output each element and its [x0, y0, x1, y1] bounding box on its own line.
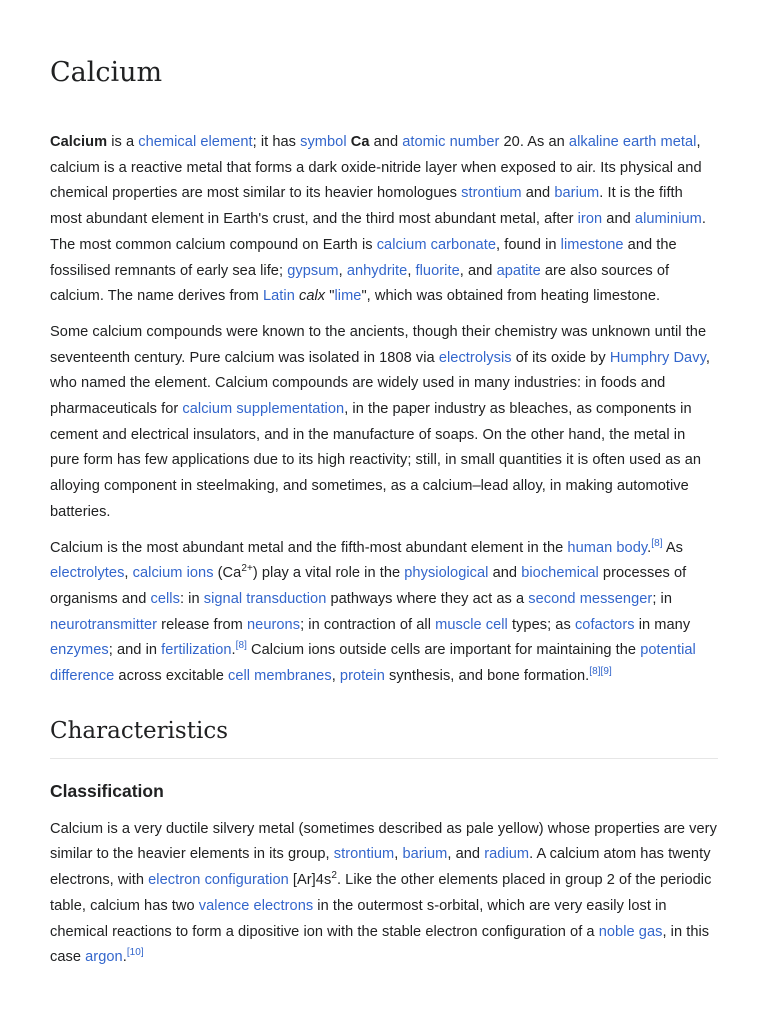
text: Calcium is a very ductile silvery metal (sometimes described as pale yellow) whose properties are very similar to the heavier elements in its group,: [50, 820, 717, 863]
link-protein[interactable]: protein: [339, 668, 385, 685]
reference-9: [601, 666, 612, 677]
reference-10: [127, 947, 144, 958]
text: . Like the other elements placed in group 2 of the periodic table, calcium has two: [50, 872, 712, 914]
link-humphry-davy[interactable]: Humphry Davy: [609, 349, 706, 366]
text: Calcium ions outside cells are important for maintaining the: [246, 642, 641, 659]
text: ,: [407, 262, 416, 279]
text: ,: [338, 262, 347, 279]
text: ,: [394, 846, 403, 863]
classification-paragraph: [50, 817, 718, 971]
link-electrolysis[interactable]: electrolysis: [438, 349, 512, 366]
link-lime[interactable]: lime: [334, 288, 362, 305]
text: in many: [634, 616, 691, 633]
text: ,: [124, 565, 133, 582]
link-neurons[interactable]: neurons: [246, 616, 301, 633]
text: , and: [459, 262, 497, 279]
italic-calx: calx: [298, 288, 326, 305]
reference-link[interactable]: [9]: [600, 666, 612, 678]
link-iron[interactable]: iron: [577, 211, 603, 228]
text: ": [325, 288, 335, 305]
link-enzymes[interactable]: enzymes: [50, 642, 109, 659]
link-fertilization[interactable]: fertilization: [161, 642, 232, 659]
link-latin[interactable]: Latin: [262, 288, 295, 305]
link-aluminium[interactable]: aluminium: [634, 211, 702, 228]
link-chemical-element[interactable]: chemical element: [138, 134, 253, 150]
link-argon[interactable]: argon: [85, 949, 123, 966]
text: . It is the fifth most abundant element in Earth's crust, and the third most abundant metal, after: [50, 185, 683, 228]
link-gypsum[interactable]: gypsum: [287, 262, 339, 279]
link-physiological[interactable]: physiological: [404, 565, 489, 582]
link-anhydrite[interactable]: anhydrite: [346, 262, 408, 279]
link-fluorite[interactable]: fluorite: [415, 262, 460, 279]
link-cells[interactable]: cells: [150, 590, 180, 607]
text: types; as: [507, 616, 575, 633]
link-cofactors[interactable]: cofactors: [574, 616, 635, 633]
text: (Ca: [213, 565, 242, 582]
text: : in: [179, 590, 204, 607]
text: [Ar]4s: [288, 872, 332, 889]
superscript-exponent: 2: [331, 870, 337, 882]
text: and: [488, 565, 522, 582]
text: . A calcium atom has twenty electrons, with: [50, 846, 711, 889]
text: , and: [447, 846, 485, 863]
text: , in this case: [50, 923, 710, 966]
link-electron-configuration[interactable]: electron configuration: [148, 872, 289, 889]
text: of its oxide by: [511, 349, 610, 366]
text: and: [369, 134, 403, 150]
text: ; and in: [108, 642, 162, 659]
reference-link[interactable]: [8]: [651, 537, 663, 549]
reference-8: [236, 641, 247, 652]
link-electrolytes[interactable]: electrolytes: [50, 565, 125, 582]
link-potential-difference[interactable]: potential difference: [50, 642, 696, 685]
link-barium[interactable]: barium: [402, 846, 448, 863]
link-strontium[interactable]: strontium: [333, 846, 395, 863]
text: .: [122, 949, 127, 966]
reference-link[interactable]: [8]: [589, 666, 601, 678]
text: , calcium is a reactive metal that forms a dark oxide-nitride layer when exposed to air. Its physical and chemical properties are most similar to its heavier homologues: [50, 134, 702, 202]
link-human-body[interactable]: human body: [567, 539, 648, 556]
text: As: [662, 539, 683, 556]
text: across excitable: [114, 668, 228, 685]
link-barium[interactable]: barium: [554, 185, 600, 202]
text: and: [521, 185, 555, 202]
text: .: [231, 642, 236, 659]
link-cell-membranes[interactable]: cell membranes: [227, 668, 332, 685]
text: in the outermost s-orbital, which are very easily lost in chemical reactions to form a dipositive ion with the stable electron configuration of a: [50, 897, 667, 940]
link-atomic-number[interactable]: atomic number: [402, 134, 500, 150]
link-second-messenger[interactable]: second messenger: [528, 590, 653, 607]
intro-paragraph-2: [50, 320, 718, 526]
text: ,: [331, 668, 340, 685]
link-signal-transduction[interactable]: signal transduction: [203, 590, 327, 607]
text: .: [647, 539, 652, 556]
reference-link[interactable]: [10]: [126, 947, 144, 959]
link-limestone[interactable]: limestone: [560, 236, 624, 253]
link-biochemical[interactable]: biochemical: [521, 565, 599, 582]
text: ; it has: [252, 134, 301, 150]
text: release from: [157, 616, 247, 633]
intro-paragraph-3: [50, 536, 718, 690]
text: and: [602, 211, 635, 228]
text: , in the paper industry as bleaches, as components in cement and electrical insulators, and in the manufacture of soaps. On the other hand, the metal in pure form has few applications due to its high reactivity; still, in small quantities it is often used as an alloying component in steelmaking, and sometimes, as a calcium–lead alloy, in making automotive batteries.: [50, 401, 702, 520]
link-noble-gas[interactable]: noble gas: [598, 923, 663, 940]
text: . The most common calcium compound on Earth is: [50, 211, 706, 253]
text: is a: [107, 134, 139, 150]
reference-link[interactable]: [8]: [235, 640, 247, 652]
intro-paragraph-1: [50, 130, 718, 310]
link-muscle-cell[interactable]: muscle cell: [435, 616, 508, 633]
superscript-charge: 2+: [241, 563, 253, 575]
subsection-heading-classification: Classification: [50, 780, 164, 801]
text: ; in: [652, 590, 673, 607]
text: Some calcium compounds were known to the ancients, though their chemistry was unknown until the seventeenth century. Pure calcium was isolated in 1808 via: [50, 323, 707, 366]
reference-8: [651, 538, 662, 549]
text: processes of organisms and: [50, 565, 687, 607]
text: are also sources of calcium. The name derives from: [50, 262, 670, 305]
link-calcium-ions[interactable]: calcium ions: [132, 565, 214, 582]
text: , who named the element. Calcium compounds are widely used in many industries: in foods and pharmaceuticals for: [50, 349, 710, 418]
reference-8: [589, 666, 600, 677]
link-calcium-carbonate[interactable]: calcium carbonate: [376, 236, 496, 253]
link-calcium-supplementation[interactable]: calcium supplementation: [182, 401, 345, 418]
section-heading-characteristics: Characteristics: [50, 716, 718, 759]
text: synthesis, and bone formation.: [384, 668, 590, 685]
text: pathways where they act as a: [326, 590, 529, 607]
link-alkaline-earth-metal[interactable]: alkaline earth metal: [568, 134, 697, 150]
page-title: Calcium: [50, 57, 163, 88]
text: and the fossilised remnants of early sea life;: [50, 236, 677, 279]
link-apatite[interactable]: apatite: [496, 262, 541, 279]
link-radium[interactable]: radium: [484, 846, 530, 863]
bold-term-calcium: Calcium: [50, 134, 108, 150]
text: ) play a vital role in the: [252, 565, 405, 582]
link-neurotransmitter[interactable]: neurotransmitter: [50, 616, 158, 633]
text: , found in: [496, 236, 561, 253]
link-symbol[interactable]: symbol: [300, 134, 347, 150]
text: ; in contraction of all: [300, 616, 436, 633]
bold-symbol-ca: Ca: [350, 134, 370, 150]
text: 20. As an: [499, 134, 569, 150]
link-strontium[interactable]: strontium: [461, 185, 522, 202]
text: ", which was obtained from heating limestone.: [361, 288, 661, 305]
text: Calcium is the most abundant metal and the fifth-most abundant element in the: [50, 539, 568, 556]
link-valence-electrons[interactable]: valence electrons: [198, 897, 314, 914]
